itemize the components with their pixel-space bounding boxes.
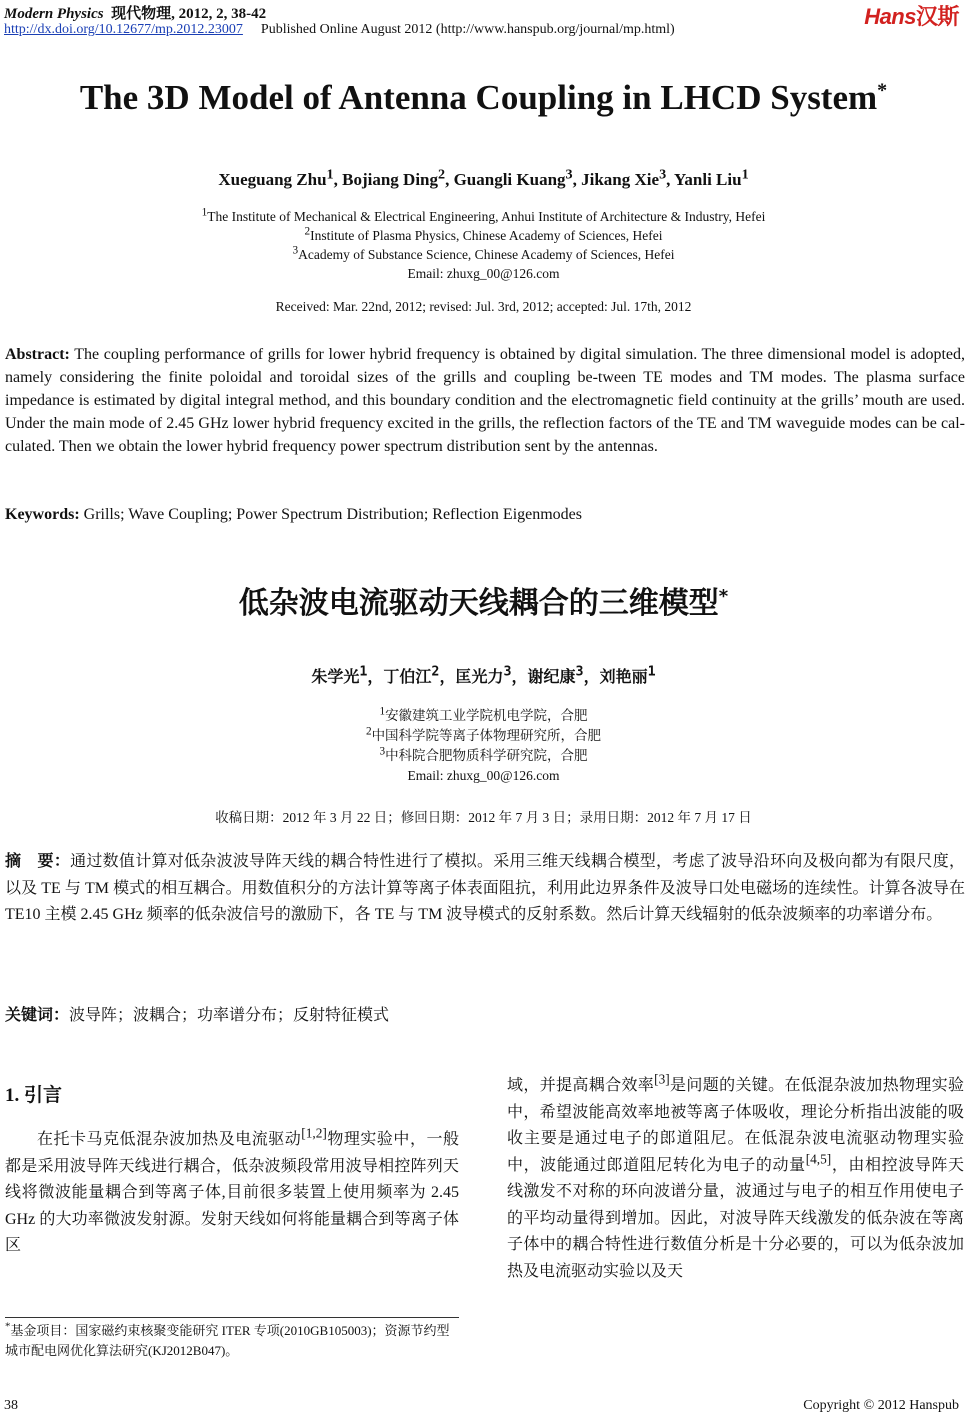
author-name: 谢纪康 — [527, 667, 576, 686]
author-name: 刘艳丽 — [599, 667, 648, 686]
page-number: 38 — [4, 1398, 18, 1413]
author-name: 丁伯江 — [383, 667, 432, 686]
cn-author-list — [0, 664, 967, 687]
author-name: 匡光力 — [455, 667, 504, 686]
funding-footnote: *基金项目：国家磁约束核聚变能研究 ITER 专项(2010GB105003)；资源节约型城市配电网优化算法研究(KJ2012B047)。 — [5, 1320, 450, 1358]
journal-header — [4, 2, 266, 23]
author-affil-mark: 2 — [438, 166, 446, 183]
citation[interactable]: [1,2] — [301, 1125, 327, 1141]
author-name: 朱学光 — [311, 667, 360, 686]
affiliation-line: $^1$安徽建筑工业学院机电学院，合肥 — [379, 705, 588, 723]
author-affil-mark: 1 — [359, 664, 368, 680]
author-name: Jikang Xie — [581, 170, 660, 189]
author-affil-mark: 3 — [503, 664, 512, 680]
footnote-divider — [5, 1317, 459, 1318]
author-affil-mark: 1 — [741, 166, 749, 183]
copyright: Copyright © 2012 Hanspub — [803, 1398, 959, 1413]
received-dates: Received: Mar. 22nd, 2012; revised: Jul. 3rd, 2012; accepted: Jul. 17th, 2012 — [275, 299, 692, 314]
affiliation-line: $^2$Institute of Plasma Physics, Chinese Academy of Sciences, Hefei — [304, 225, 663, 243]
keywords-text: Grills; Wave Coupling; Power Spectrum Distribution; Reflection Eigenmodes — [83, 506, 583, 523]
author-separator: ， — [367, 667, 384, 686]
author-separator: ， — [511, 667, 528, 686]
cn-email: Email: zhuxg_00@126.com — [407, 768, 560, 783]
author-name: Yanli Liu — [674, 170, 742, 189]
affiliation-line: $^3$中科院合肥物质科学研究院，合肥 — [379, 745, 588, 763]
intro-left-column: 在托卡马克低混杂波加热及电流驱动[1,2]物理实验中，一般都是采用波导阵天线进行耦合，低杂波频段常用波导相控阵列天线将微波能量耦合到等离子体,目前很多装置上使用频率为 2.45 GHz 的大功率微波发射源。发射天线如何将能量耦合到等离子体区 — [5, 1125, 459, 1254]
author-separator: ， — [439, 667, 456, 686]
affiliation-line: $^2$中国科学院等离子体物理研究所，合肥 — [365, 725, 602, 743]
author-affil-mark: 3 — [565, 166, 573, 183]
email: Email: zhuxg_00@126.com — [407, 266, 560, 281]
citation[interactable]: [3] — [654, 1071, 670, 1087]
doi-link[interactable]: http://dx.doi.org/10.12677/mp.2012.23007 — [4, 22, 243, 37]
journal-name-cn: 现代物理, 2012, 2, 38-42 — [111, 6, 267, 22]
abstract-label: Abstract: — [5, 346, 70, 363]
author-separator: ， — [583, 667, 600, 686]
cn-abstract — [5, 848, 965, 929]
citation[interactable]: [4,5] — [805, 1151, 832, 1167]
cn-keywords — [5, 1002, 389, 1025]
author-affil-mark: 3 — [659, 166, 667, 183]
author-separator: , — [333, 170, 343, 189]
affiliations — [0, 207, 967, 283]
author-name: Guangli Kuang — [453, 170, 566, 189]
author-separator: , — [666, 170, 675, 189]
affiliation-line: $^3$Academy of Substance Science, Chinese Academy of Sciences, Hefei — [292, 244, 675, 262]
abstract-text: The coupling performance of grills for lower hybrid frequency is obtained by digital simulation. The three dimensional model is adopted, namely considering the finite poloidal and toroidal sizes of the grills and coupling be-tween TE modes and TM modes. The plasma surface impedance is estimated by digital integral method, and this boundary condition and the electromagnetic field continuity at the grills’ mouth are used. Under the main mode of 2.45 GHz lower hybrid frequency excited in the grills, the reflection factors of the TE and TM waveguide modes can be cal-culated. Then we obtain the lower hybrid frequency power spectrum distribution sent by the antennas. — [5, 346, 966, 455]
author-affil-mark: 1 — [326, 166, 334, 183]
hanspub-logo: Hans汉斯 — [864, 4, 959, 29]
cn-keywords-label: 关键词： — [5, 1005, 70, 1024]
affiliation-line: $^1$The Institute of Mechanical & Electrical Engineering, Anhui Institute of Architecture & Industry, Hefei — [201, 206, 766, 224]
section-heading: 1. 引言 — [5, 1085, 63, 1106]
abstract — [5, 343, 965, 458]
cn-keywords-text: 波导阵；波耦合；功率谱分布；反射特征模式 — [69, 1007, 390, 1024]
author-affil-mark: 1 — [647, 664, 656, 680]
cn-received-dates: 收稿日期：2012 年 3 月 22 日；修回日期：2012 年 7 月 3 日；录用日期：2012 年 7 月 17 日 — [215, 810, 752, 825]
journal-name-en: Modern Physics — [4, 6, 104, 22]
cn-abstract-text: 通过数值计算对低杂波波导阵天线的耦合特性进行了模拟。采用三维天线耦合模型，考虑了波导沿环向及极向都为有限尺度，以及 TE 与 TM 模式的相互耦合。用数值积分的方法计算等离子体表面阻抗，利用此边界条件及波导口处电磁场的连续性。计算各波导在 TE10 主模 2.45 GHz 频率的低杂波信号的激励下，各 TE 与 TM 波导模式的反射系数。然后计算天线辐射的低杂波频率的功率谱分布。 — [5, 853, 965, 923]
keywords — [5, 503, 965, 526]
keywords-label: Keywords: — [5, 506, 80, 523]
author-name: Bojiang Ding — [342, 170, 438, 189]
paper-title: The 3D Model of Antenna Coupling in LHCD System* — [79, 78, 888, 117]
intro-right-column: 域，并提高耦合效率[3]是问题的关键。在低混杂波加热物理实验中，希望波能高效率地被等离子体吸收，理论分析指出波能的吸收主要是通过电子的郎道阻尼。在低混杂波电流驱动物理实验中，波能通过郎道阻尼转化为电子的动量[4,5]，由相控波导阵天线激发不对称的环向波谱分量，波通过与电子的相互作用使电子的平均动量得到增加。因此，对波导阵天线激发的低杂波在等离子体中的耦合特性进行数值分析是十分必要的，可以为低杂波加热及电流驱动实验以及天 — [507, 1071, 964, 1280]
author-separator: , — [445, 170, 454, 189]
cn-abstract-label: 摘 要： — [5, 851, 71, 870]
author-list — [0, 166, 967, 190]
doi-line — [4, 22, 675, 38]
author-separator: , — [572, 170, 582, 189]
cn-affiliations — [0, 706, 967, 786]
author-name: Xueguang Zhu — [218, 170, 327, 189]
cn-paper-title: 低杂波电流驱动天线耦合的三维模型* — [238, 586, 729, 621]
author-affil-mark: 2 — [431, 664, 440, 680]
published-online: Published Online August 2012 (http://www.hanspub.org/journal/mp.html) — [260, 22, 675, 37]
author-affil-mark: 3 — [575, 664, 584, 680]
